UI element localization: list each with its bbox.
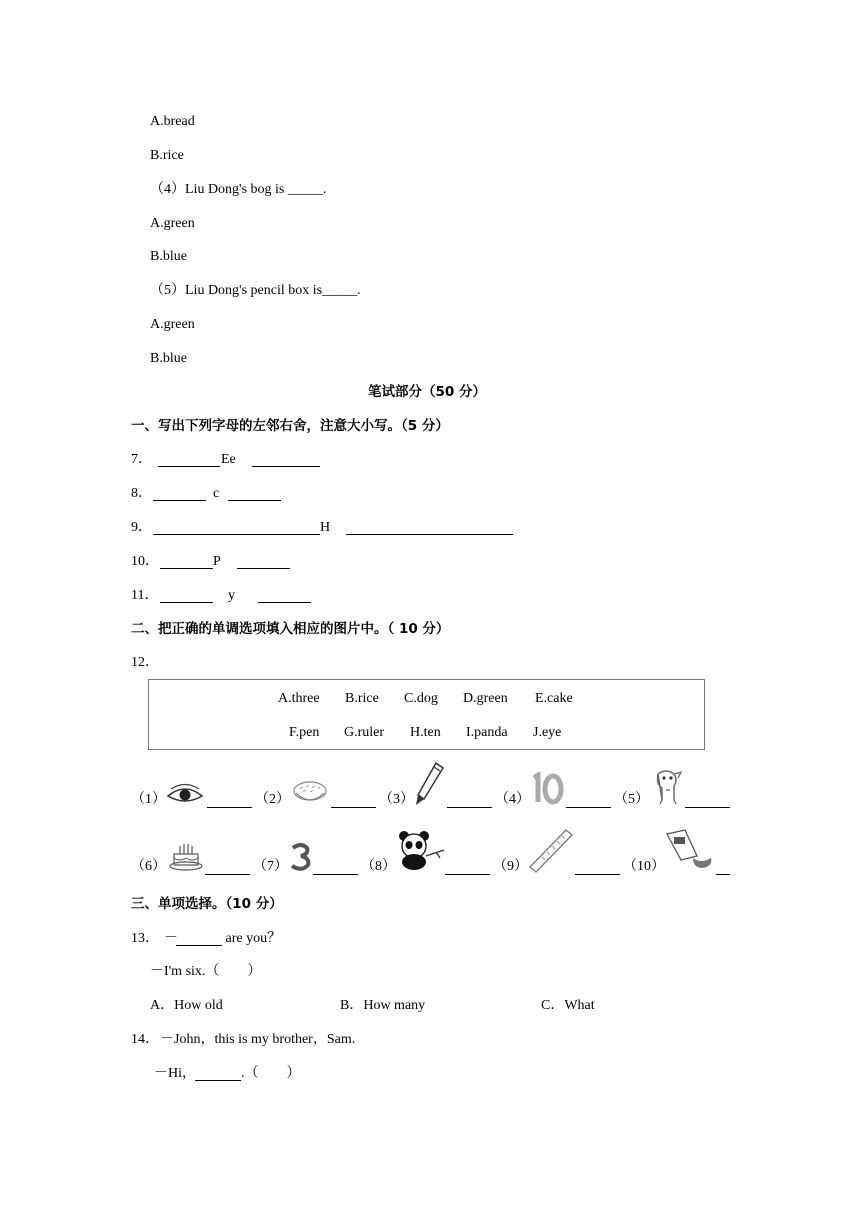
q13-option-b: B．How many [340,998,426,1013]
q9-blank-right[interactable] [346,533,513,535]
q7-letter: Ee [221,452,236,467]
q9-letter: H [320,520,331,535]
q8-blank-right[interactable] [228,499,281,501]
number-ten-icon [528,772,566,806]
picture-blank[interactable] [716,873,730,875]
q5-stem: （5）Liu Dong's pencil box is_____. [150,283,361,298]
picture-label: （7） [253,859,288,874]
cake-icon [168,840,204,872]
q4-option-a: A.green [150,216,195,231]
word-option: D.green [463,691,508,706]
q14-answer-start: －Hi， [154,1066,196,1081]
word-option: C.dog [404,691,438,706]
q13-question-tail: are you？ [222,931,282,946]
picture-blank[interactable] [445,873,490,875]
q8-blank-left[interactable] [153,499,206,501]
q13-answer-line: －I'm six.（ ） [150,964,262,979]
q8-letter: c [213,486,220,501]
picture-label: （6） [131,859,166,874]
picture-label: （9） [493,859,528,874]
picture-label: （4） [495,792,530,807]
picture-label: （5） [614,792,649,807]
q10-number: 10． [131,554,159,569]
pen-icon [412,761,446,807]
q14-answer-end: .（ ） [241,1066,301,1081]
q10-blank-right[interactable] [237,567,290,569]
q14-blank[interactable] [195,1079,241,1081]
q11-blank-right[interactable] [258,601,311,603]
picture-blank[interactable] [313,873,358,875]
section1-heading: 一、写出下列字母的左邻右舍，注意大小写。（5 分） [131,418,449,434]
section3-heading: 三、单项选择。（10 分） [131,896,283,912]
q4-stem: （4）Liu Dong's bog is _____. [150,182,327,197]
word-option: A.three [278,691,320,706]
rice-bowl-icon [290,777,330,807]
q5-option-a: A.green [150,317,195,332]
q11-blank-left[interactable] [160,601,213,603]
q11-number: 11． [131,588,159,603]
q5-option-b: B.blue [150,351,187,366]
picture-blank[interactable] [447,806,492,808]
q13-dash: － [164,931,178,946]
q10-letter: P [213,554,221,569]
picture-blank[interactable] [685,806,730,808]
section2-heading: 二、把正确的单调选项填入相应的图片中。（ 10 分） [131,621,450,637]
q13-option-c: C．What [541,998,595,1013]
ruler-icon [528,828,574,874]
panda-icon [396,828,446,872]
word-option: I.panda [466,725,508,740]
picture-blank[interactable] [207,806,252,808]
q9-blank-left[interactable] [153,533,320,535]
picture-blank[interactable] [566,806,611,808]
picture-label: （1） [131,792,166,807]
q13-option-a: A．How old [150,998,223,1013]
q12-number: 12． [131,655,159,670]
picture-blank[interactable] [575,873,620,875]
picture-label: （2） [255,792,290,807]
eye-icon [165,780,205,808]
q13-number: 13． [131,931,159,946]
picture-label: （3） [379,792,414,807]
q14-number: 14． [131,1032,159,1047]
q7-blank-left[interactable] [158,465,220,467]
q7-number: 7． [131,452,152,467]
q3-option-a: A.bread [150,114,195,129]
q3-option-b: B.rice [150,148,184,163]
written-section-title: 笔试部分（50 分） [368,384,486,400]
word-option: E.cake [535,691,573,706]
q11-letter: y [228,588,235,603]
picture-blank[interactable] [205,873,250,875]
word-option: F.pen [289,725,320,740]
q14-question-line: －John，this is my brother，Sam. [160,1032,356,1047]
q8-number: 8． [131,486,152,501]
q13-blank[interactable] [176,944,222,946]
picture-label: （10） [623,859,665,874]
q9-number: 9． [131,520,152,535]
picture-blank[interactable] [331,806,376,808]
dog-icon [648,766,686,806]
q10-blank-left[interactable] [160,567,213,569]
number-three-icon [287,842,315,872]
picture-label: （8） [361,859,396,874]
word-option: H.ten [410,725,441,740]
paint-tube-icon [663,828,715,870]
q7-blank-right[interactable] [252,465,320,467]
word-option: G.ruler [344,725,385,740]
word-option: J.eye [533,725,562,740]
q4-option-b: B.blue [150,249,187,264]
word-option: B.rice [345,691,379,706]
